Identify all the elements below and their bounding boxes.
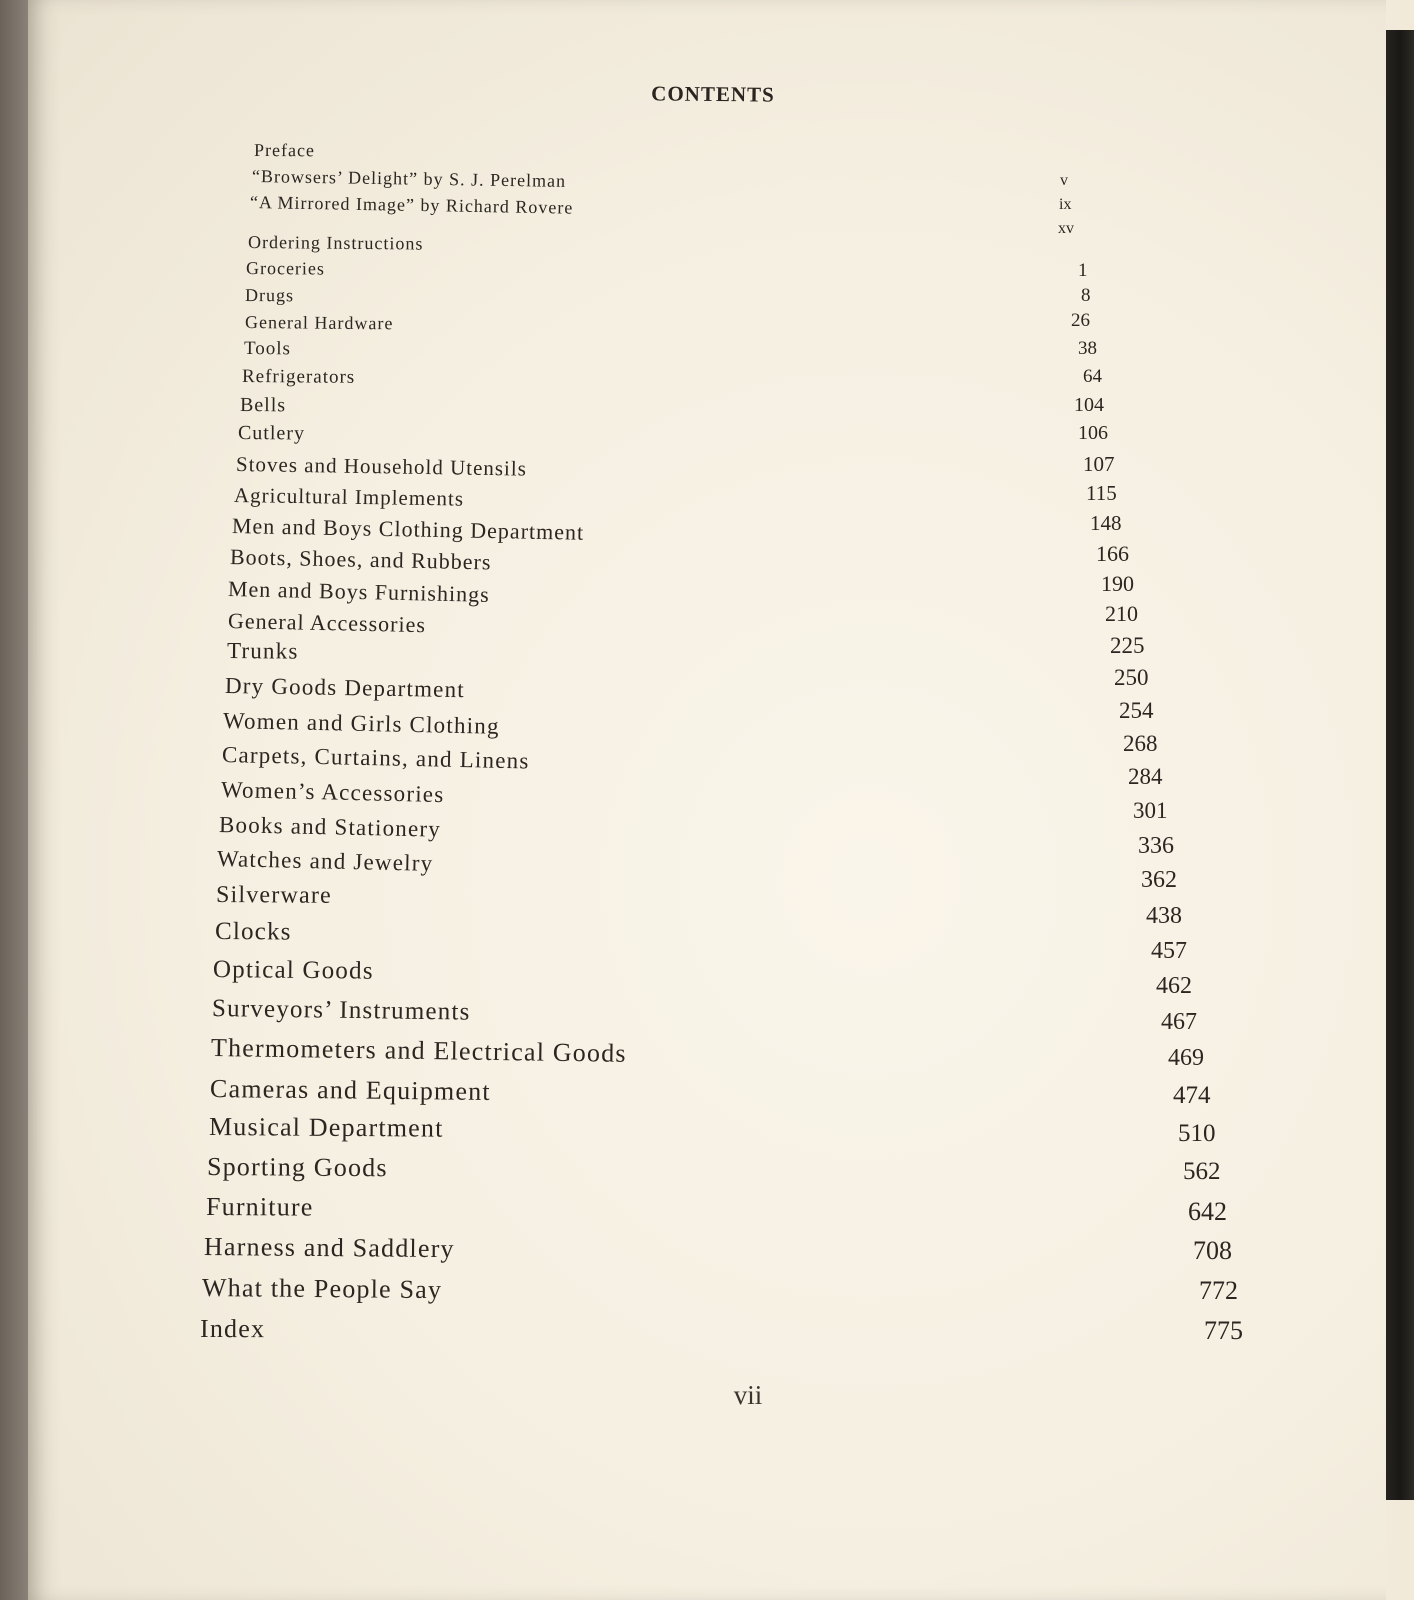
- toc-entry-title: Watches and Jewelry: [216, 846, 434, 876]
- toc-entry-title: “Browsers’ Delight” by S. J. Perelman: [251, 166, 567, 191]
- toc-entry-page: 775: [1204, 1316, 1243, 1345]
- toc-entry-title: General Hardware: [244, 312, 394, 334]
- page-folio: vii: [733, 1380, 763, 1410]
- toc-entry-title: What the People Say: [201, 1273, 443, 1305]
- toc-entry-page: 190: [1101, 571, 1134, 596]
- toc-entry-page: 462: [1156, 973, 1192, 999]
- toc-entry-title: Silverware: [215, 882, 333, 909]
- toc-entry-title: Sporting Goods: [206, 1152, 388, 1183]
- toc-entry-page: 106: [1078, 422, 1108, 444]
- toc-entry-page: 107: [1083, 452, 1115, 476]
- toc-entry-page: 104: [1074, 394, 1104, 416]
- toc-entry-page: 210: [1105, 601, 1138, 626]
- toc-entry-page: 250: [1114, 665, 1149, 690]
- toc-entry-title: Index: [199, 1314, 266, 1344]
- toc-entry-page: 8: [1081, 285, 1091, 306]
- toc-entry-title: Harness and Saddlery: [203, 1232, 455, 1264]
- toc-entry-page: 115: [1086, 481, 1117, 505]
- toc-entry-page: 1: [1078, 260, 1088, 281]
- toc-entry-title: Furniture: [205, 1192, 314, 1222]
- toc-entry-page: 469: [1168, 1045, 1204, 1071]
- toc-entry-title: Thermometers and Electrical Goods: [210, 1033, 627, 1068]
- toc-entry-title: Carpets, Curtains, and Linens: [221, 742, 530, 774]
- toc-entry-title: Dry Goods Department: [224, 673, 466, 703]
- toc-entry-page: xv: [1058, 220, 1074, 237]
- toc-entry-title: Drugs: [244, 285, 295, 306]
- toc-entry-page: 362: [1141, 867, 1177, 893]
- toc-entry-title: Bells: [239, 394, 287, 417]
- toc-entry-page: 26: [1071, 310, 1090, 331]
- toc-entry-page: 642: [1188, 1197, 1227, 1226]
- toc-entry-title: “A Mirrored Image” by Richard Rovere: [249, 192, 574, 218]
- toc-entry-title: Boots, Shoes, and Rubbers: [229, 544, 492, 575]
- book-page: [28, 0, 1386, 1600]
- toc-entry-title: Cutlery: [237, 422, 306, 445]
- toc-entry-page: 510: [1178, 1120, 1216, 1147]
- toc-entry-title: Books and Stationery: [218, 812, 442, 842]
- toc-entry-page: ix: [1059, 196, 1072, 213]
- toc-entry-title: Ordering Instructions: [247, 232, 424, 254]
- toc-entry-page: 474: [1173, 1082, 1211, 1109]
- toc-entry-page: 284: [1128, 764, 1163, 789]
- toc-entry-page: 166: [1096, 541, 1129, 566]
- toc-entry-page: 64: [1083, 366, 1102, 387]
- contents-heading: CONTENTS: [651, 81, 775, 107]
- toc-entry-page: 301: [1133, 798, 1168, 823]
- toc-entry-title: Groceries: [245, 258, 326, 279]
- toc-entry-page: 562: [1183, 1158, 1221, 1185]
- toc-entry-title: Cameras and Equipment: [209, 1074, 491, 1106]
- toc-entry-title: Preface: [253, 140, 316, 161]
- toc-entry-title: Musical Department: [208, 1112, 444, 1143]
- toc-entry-page: v: [1060, 172, 1068, 189]
- toc-entry-title: Refrigerators: [241, 366, 356, 388]
- toc-entry-page: 38: [1078, 338, 1097, 359]
- toc-entry-page: 708: [1193, 1236, 1232, 1265]
- toc-entry-title: Women and Girls Clothing: [222, 708, 500, 739]
- toc-entry-title: Tools: [243, 338, 292, 360]
- toc-entry-title: Women’s Accessories: [220, 777, 445, 808]
- toc-entry-title: Optical Goods: [212, 956, 374, 985]
- toc-entry-title: Trunks: [226, 638, 299, 664]
- toc-entry-page: 772: [1199, 1276, 1238, 1305]
- toc-entry-title: General Accessories: [227, 608, 427, 638]
- table-of-contents: [28, 0, 1386, 1600]
- toc-entry-page: 268: [1123, 731, 1158, 756]
- toc-entry-title: Surveyors’ Instruments: [211, 995, 471, 1026]
- toc-entry-page: 148: [1090, 511, 1122, 535]
- toc-entry-page: 225: [1110, 633, 1145, 658]
- toc-entry-page: 254: [1119, 698, 1154, 723]
- toc-entry-page: 457: [1151, 938, 1187, 964]
- toc-entry-title: Agricultural Implements: [233, 483, 465, 511]
- toc-entry-title: Men and Boys Clothing Department: [231, 513, 585, 545]
- toc-entry-title: Men and Boys Furnishings: [227, 576, 490, 607]
- toc-entry-title: Clocks: [214, 918, 292, 946]
- toc-entry-title: Stoves and Household Utensils: [235, 452, 528, 481]
- toc-entry-page: 438: [1146, 903, 1182, 929]
- toc-entry-page: 336: [1138, 833, 1174, 859]
- toc-entry-page: 467: [1161, 1009, 1197, 1035]
